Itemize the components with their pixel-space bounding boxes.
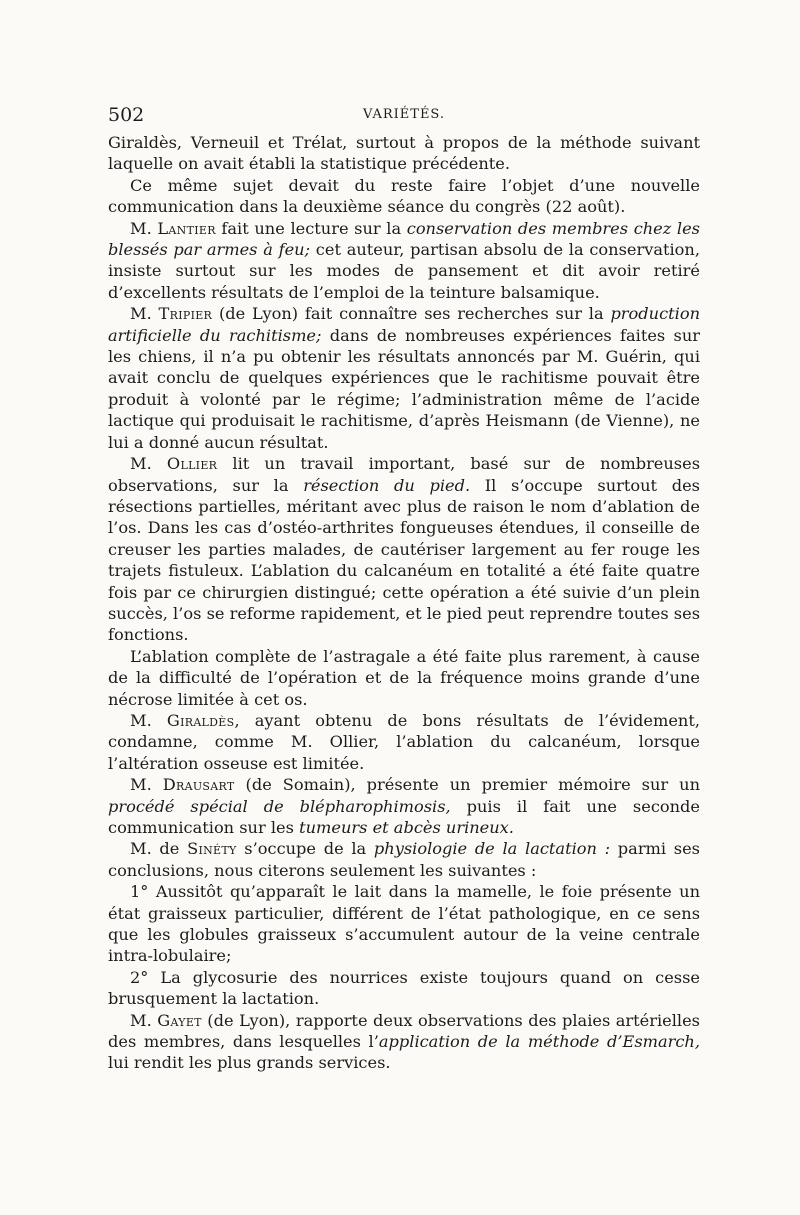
text-run: (de Lyon), rapporte deux observations des plaies artérielles des membres, dans lesquelles l’	[108, 1010, 700, 1052]
author-name: Lantier	[157, 218, 216, 238]
text-run: lui rendit les plus grands services.	[108, 1053, 391, 1073]
paragraph	[108, 453, 700, 646]
paragraph	[108, 132, 700, 175]
italic-title: résection du pied.	[303, 475, 471, 495]
author-name: Gayet	[157, 1010, 202, 1030]
author-name: Giraldès	[166, 710, 235, 730]
author-name: Ollier	[166, 454, 218, 474]
author-name: Drausart	[162, 775, 235, 795]
text-run: M.	[130, 1010, 158, 1030]
italic-title: physiologie de la lactation :	[373, 839, 611, 859]
text-run: M.	[130, 218, 158, 238]
text-run: (de Lyon) fait connaître ses recherches sur la	[212, 304, 611, 324]
text-run: L’ablation complète de l’astragale a été faite plus rarement, à cause de la difficulté de l’opération et de la fréquence moins grande d’une nécrose limitée à cet os.	[108, 646, 700, 709]
italic-title: production artificielle du rachitisme;	[108, 304, 700, 345]
paragraph	[108, 774, 700, 838]
italic-title: procédé spécial de blépharophimosis,	[108, 796, 451, 816]
page-number: 502	[108, 104, 145, 126]
text-run: 1° Aussitôt qu’apparaît le lait dans la mamelle, le foie présente un état graisseux particulier, différent de l’état pathologique, en ce sens que les globules graisseux s’accumulent autour de la veine centrale intra-lobulaire;	[108, 882, 700, 966]
text-run: Giraldès, Verneuil et Trélat, surtout à propos de la méthode suivant laquelle on avait établi la statistique précédente.	[108, 133, 700, 174]
text-run: Il s’occupe surtout des résections partielles, méritant avec plus de raison le nom d’ablation de l’os. Dans les cas d’ostéo-arthrites fongueuses étendues, il conseille de creuser les parties malades, de cautériser largement au fer rouge les trajets fistuleux. L’ablation du calcanéum en totalité a été faite quatre fois par ce chirurgien distingué; cette opération a été suivie d’un plein succès, l’os se reforme rapidement, et le pied peut reprendre toutes ses fonctions.	[108, 475, 700, 645]
text-run: , ayant obtenu de bons résultats de l’évidement, condamne, comme M. Ollier, l’ablation du calcanéum, lorsque l’altération osseuse est limitée.	[108, 710, 700, 773]
text-run: M.	[130, 710, 167, 730]
document-page	[108, 104, 700, 1074]
text-run: Ce même sujet devait du reste faire l’objet d’une nouvelle communication dans la deuxième séance du congrès (22 août).	[108, 175, 700, 217]
text-run: M.	[130, 304, 159, 324]
text-run: cet auteur, partisan absolu de la conservation, insiste surtout sur les modes de pansement et dit avoir retiré d’excellents résultats de l’emploi de la teinture balsamique.	[108, 240, 700, 302]
text-run: fait une lecture sur la	[215, 218, 407, 238]
text-run: parmi ses conclusions, nous citerons seulement les suivantes :	[108, 839, 700, 880]
italic-title: tumeurs et abcès urineux.	[299, 818, 514, 837]
paragraph	[108, 838, 700, 881]
italic-title: application de la méthode d’Esmarch,	[378, 1032, 700, 1052]
text-run: M. de	[130, 839, 188, 859]
paragraph	[108, 881, 700, 967]
paragraph	[108, 303, 700, 453]
paragraph	[108, 218, 700, 304]
running-title: VARIÉTÉS.	[362, 107, 446, 122]
body-text	[108, 132, 700, 1074]
paragraph	[108, 1010, 700, 1074]
paragraph	[108, 967, 700, 1010]
italic-title: conservation des membres chez les blessés par armes à feu;	[108, 218, 700, 260]
author-name: Sinéty	[187, 839, 237, 859]
text-run: M.	[130, 775, 163, 795]
page-header	[108, 104, 700, 130]
text-run: lit un travail important, basé sur de nombreuses observations, sur la	[108, 454, 701, 495]
text-run: s’occupe de la	[236, 839, 374, 859]
author-name: Tripier	[158, 304, 213, 324]
paragraph	[108, 710, 700, 774]
text-run: (de Somain), présente un premier mémoire sur un	[234, 775, 700, 795]
text-run: puis il fait une seconde communication sur les	[108, 796, 700, 837]
text-run: M.	[130, 454, 167, 474]
paragraph	[108, 175, 700, 218]
text-run: dans de nombreuses expériences faites sur les chiens, il n’a pu obtenir les résultats annoncés par M. Guérin, qui avait conclu de quelques expériences que le rachitisme pouvait être produit à volonté par le régime; l’administration même de l’acide lactique qui produisait le rachitisme, d’après Heismann (de Vienne), ne lui a donné aucun résultat.	[108, 325, 700, 452]
text-run: 2° La glycosurie des nourrices existe toujours quand on cesse brusquement la lactation.	[108, 967, 700, 1009]
paragraph	[108, 646, 700, 710]
